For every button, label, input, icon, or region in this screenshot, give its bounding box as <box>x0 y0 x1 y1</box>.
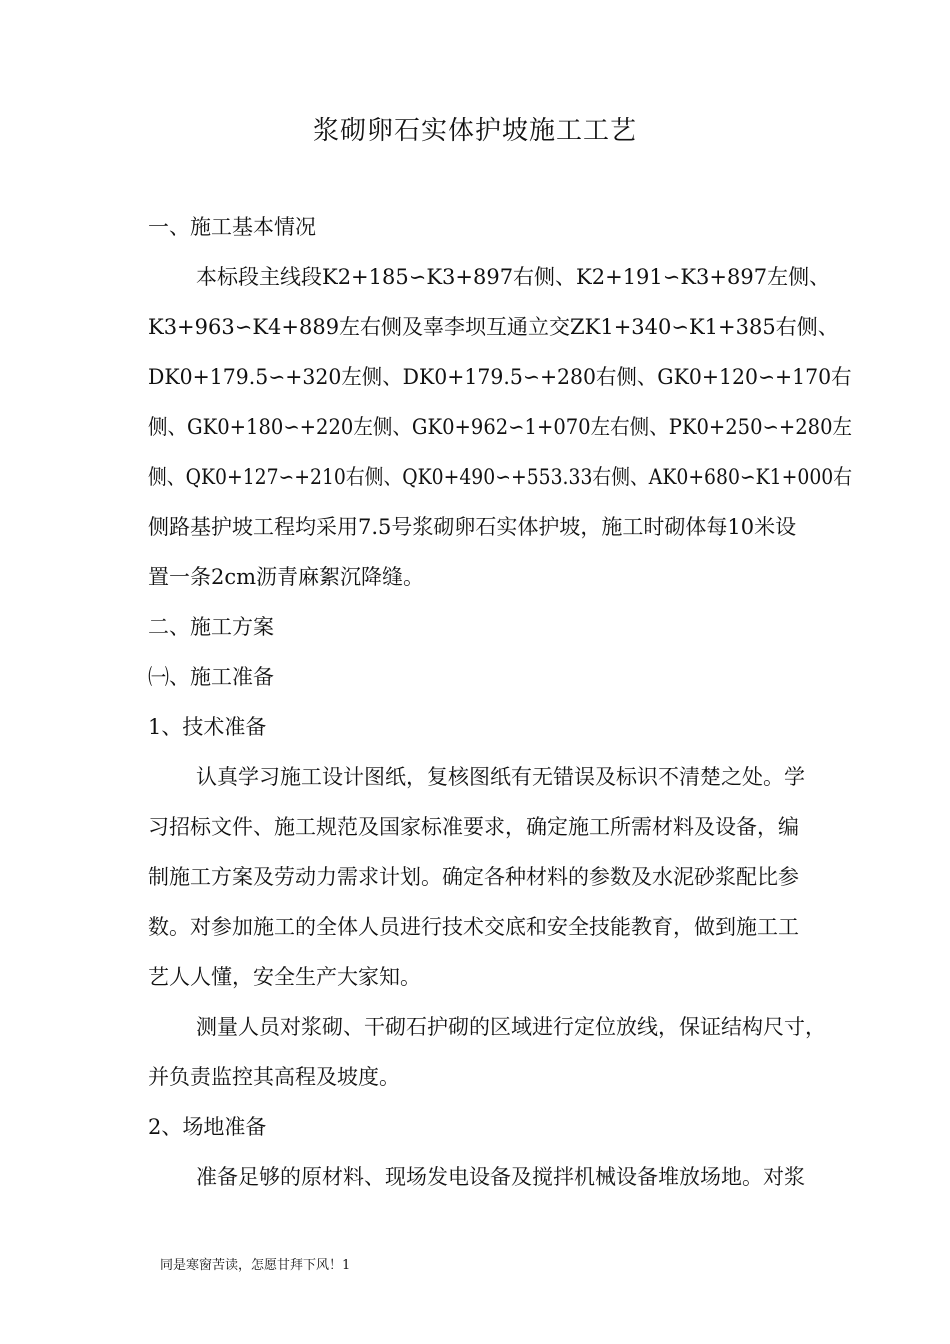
paragraph-line: 数。对参加施工的全体人员进行技术交底和安全技能教育，做到施工工 <box>148 915 799 939</box>
paragraph-line: 侧路基护坡工程均采用7.5号浆砌卵石实体护坡，施工时砌体每10米设 <box>148 515 797 539</box>
paragraph-line: 置一条2cm沥青麻絮沉降缝。 <box>148 565 425 589</box>
paragraph-line: 准备足够的原材料、现场发电设备及搅拌机械设备堆放场地。对浆 <box>196 1165 805 1189</box>
subsection-heading: ㈠、施工准备 <box>148 665 274 689</box>
paragraph-line: 侧、QK0+127∽+210右侧、QK0+490∽+553.33右侧、AK0+680∽K1+000右 <box>148 465 853 489</box>
paragraph-line: DK0+179.5∽+320左侧、DK0+179.5∽+280右侧、GK0+120∽+170右 <box>148 365 852 389</box>
paragraph-line: 艺人人懂，安全生产大家知。 <box>148 965 421 989</box>
document-title: 浆砌卵石实体护坡施工工艺 <box>312 116 637 146</box>
paragraph-line: 并负责监控其高程及坡度。 <box>148 1065 400 1089</box>
item-heading-technical: 1、技术准备 <box>148 715 267 739</box>
paragraph-line: 制施工方案及劳动力需求计划。确定各种材料的参数及水泥砂浆配比参 <box>148 865 799 889</box>
paragraph-line: 侧、GK0+180∽+220左侧、GK0+962∽1+070左右侧、PK0+250∽+280左 <box>148 415 853 439</box>
paragraph-line: 本标段主线段K2+185∽K3+897右侧、K2+191∽K3+897左侧、 <box>196 265 831 289</box>
paragraph-line: 测量人员对浆砌、干砌石护砌的区域进行定位放线，保证结构尺寸， <box>196 1015 826 1039</box>
item-heading-site: 2、场地准备 <box>148 1115 267 1139</box>
paragraph-line: 认真学习施工设计图纸，复核图纸有无错误及标识不清楚之处。学 <box>196 765 805 789</box>
section-heading-1: 一、施工基本情况 <box>148 215 316 239</box>
page-footer: 同是寒窗苦读，怎愿甘拜下风！1 <box>160 1258 351 1273</box>
paragraph-line: 习招标文件、施工规范及国家标准要求，确定施工所需材料及设备，编 <box>148 815 799 839</box>
section-heading-2: 二、施工方案 <box>148 615 274 639</box>
paragraph-line: K3+963∽K4+889左右侧及辜李坝互通立交ZK1+340∽K1+385右侧、 <box>148 315 839 339</box>
